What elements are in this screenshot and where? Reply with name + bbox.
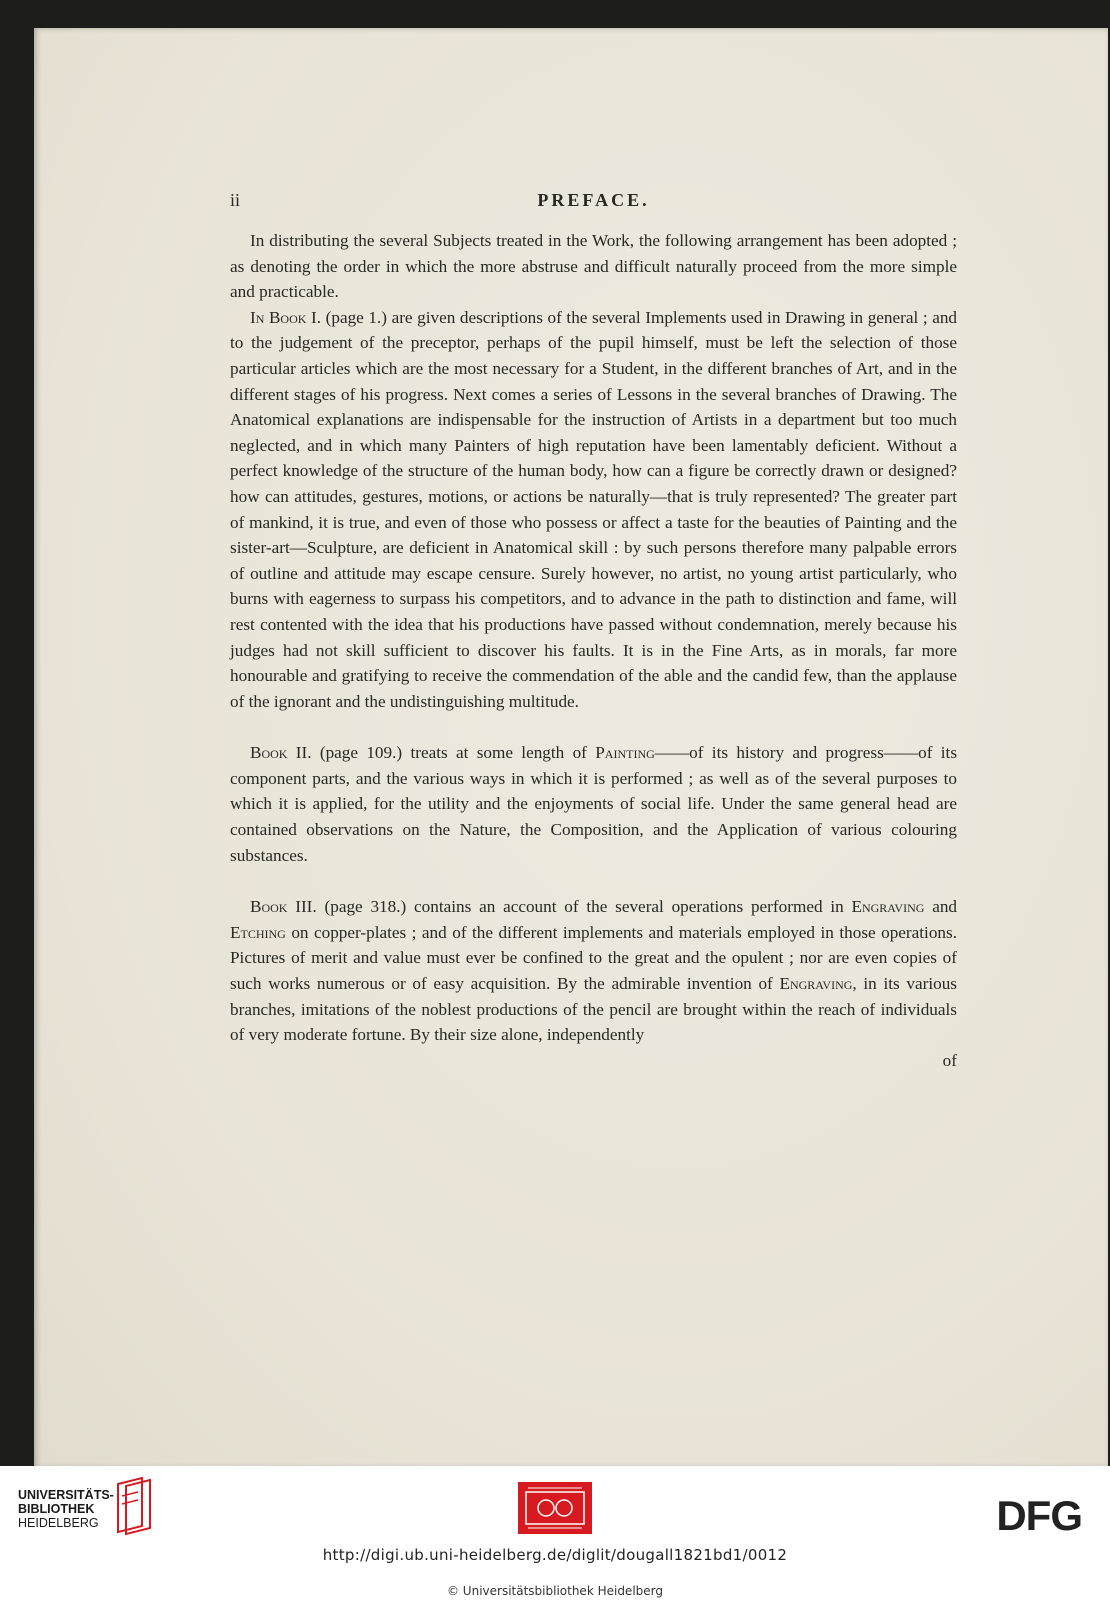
book-3-body: on copper-plates ; and of the different implements and materials employed in those operations. Pictures of merit and value must ever be confined to the great and the opulent ; nor are even copies of such works numerous or of easy acquisition. By the admirable invention of: [230, 922, 957, 994]
permalink-url[interactable]: http://digi.ub.uni-heidelberg.de/diglit/dougall1821bd1/0012: [322, 1546, 788, 1564]
engraving-term: Engraving: [851, 897, 925, 917]
engraving-term-2: Engraving: [779, 974, 853, 994]
book-3-lead: (page 318.) contains an account of the several operations performed in: [324, 897, 844, 917]
book-2-body: —of its history and progress——of its component parts, and the various ways in which it is performed ; as well as of the several purposes to which it is applied, for the utility and the enjoyments of social life. Under the same general head are contained observations on the Nature, the Composition, and the Application of various colouring substances.: [230, 743, 958, 865]
book-2-lead: (page 109.) treats at some length of: [319, 743, 587, 763]
university-library-logo[interactable]: [18, 1488, 114, 1530]
painting-term: Painting—: [595, 743, 672, 763]
page-text: [230, 188, 957, 1073]
copyright-notice: © Universitätsbibliothek Heidelberg: [446, 1584, 663, 1598]
paragraph-book-3: [230, 894, 957, 1048]
episteme-emblem-icon: [518, 1482, 592, 1534]
book-3-label: Book III.: [250, 897, 317, 917]
book-2-label: Book II.: [250, 743, 312, 763]
library-line-1: UNIVERSITÄTS-: [18, 1488, 114, 1502]
paragraph-book-1: [230, 305, 957, 715]
library-line-2: BIBLIOTHEK: [18, 1502, 95, 1516]
page-number: ii: [230, 190, 241, 210]
paragraph-intro: In distributing the several Subjects treated in the Work, the following arrangement has been adopted ; as denoting the order in which the more abstruse and difficult naturally proceed from the more simple and practicable.: [230, 231, 957, 302]
paragraph-book-2: [230, 740, 957, 868]
book-1-body: Drawing in general ; and to the judgement of the preceptor, perhaps of the pupil himself, must be left the selection of those particular articles which are the most necessary for a Student, in the different branches of Art, and in the different stages of his progress. Next comes a series of Lessons in the several branches of Drawing. The Anatomical explanations are indispensable for the instruction of Artists in a department but too much neglected, and in which many Painters of high reputation have been lamentably deficient. Without a perfect knowledge of the structure of the human body, how can a figure be correctly drawn or designed? how can attitudes, gestures, motions, or actions be naturally—that is truly represented? The greater part of mankind, it is true, and even of those who possess or affect a taste for the beauties of Painting and the sister-art—Sculpture, are deficient in Anatomical skill : by such persons therefore many palpable errors of outline and attitude may escape censure. Surely however, no artist, no young artist particularly, who burns with eagerness to surpass his competitors, and to advance in the path to distinction and fame, will rest contented with the idea that his productions have passed without condemnation, merely because his judges had not skill sufficient to discover his faults. It is in the Fine Arts, as in morals, far more honourable and gratifying to receive the commendation of the able and the candid few, than the applause of the ignorant and the undistinguishing multitude.: [230, 307, 958, 711]
library-name: [18, 1488, 114, 1530]
book-1-rest: (page 1.) are given descriptions of the several Implements used in: [325, 307, 781, 327]
etching-term: Etching: [230, 922, 286, 942]
running-title: PREFACE.: [537, 190, 650, 210]
book-3-tail: , in its various branches, imitations of the noblest productions of the pencil are brought within the reach of individuals of very moderate fortune. By their size alone, independently: [230, 974, 957, 1045]
dfg-logo[interactable]: DFG: [996, 1492, 1082, 1539]
footer-bar: [0, 1466, 1110, 1606]
episteme-logo[interactable]: [518, 1482, 592, 1534]
library-emblem-icon: [112, 1476, 154, 1538]
library-line-3: HEIDELBERG: [18, 1516, 99, 1530]
catchword: of: [942, 1050, 957, 1070]
book-1-label: In Book I.: [250, 307, 322, 327]
and-word: and: [932, 897, 958, 917]
page-header: [230, 188, 957, 218]
